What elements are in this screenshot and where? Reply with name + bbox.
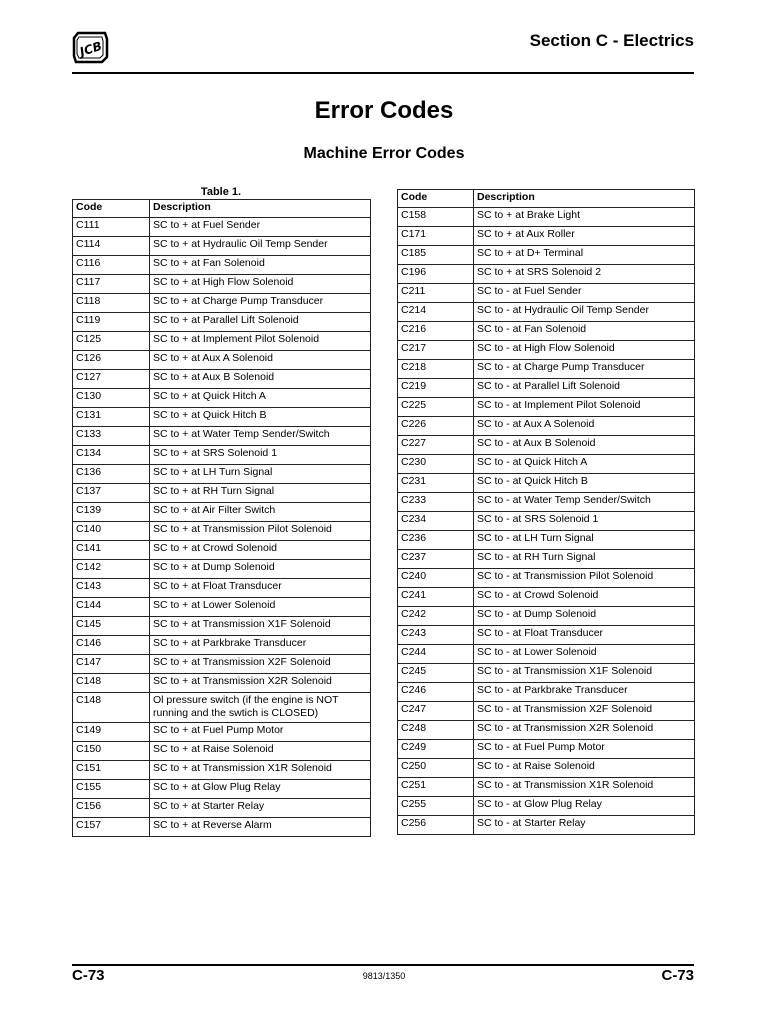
- error-description-cell: SC to + at Transmission Pilot Solenoid: [150, 522, 371, 541]
- error-description-cell: SC to + at Fuel Sender: [150, 218, 371, 237]
- table-row: [73, 275, 371, 294]
- error-description-cell: SC to - at Crowd Solenoid: [474, 588, 695, 607]
- table-row: [73, 560, 371, 579]
- error-description-cell: SC to + at Transmission X1R Solenoid: [150, 761, 371, 780]
- error-description-cell: SC to - at Charge Pump Transducer: [474, 360, 695, 379]
- error-description-cell: SC to + at Hydraulic Oil Temp Sender: [150, 237, 371, 256]
- error-code-cell: C249: [398, 740, 474, 759]
- table-row: [73, 503, 371, 522]
- error-description-cell: SC to + at Fuel Pump Motor: [150, 723, 371, 742]
- table-row: [73, 541, 371, 560]
- error-code-cell: C244: [398, 645, 474, 664]
- error-description-cell: SC to - at Parallel Lift Solenoid: [474, 379, 695, 398]
- error-code-cell: C156: [73, 799, 150, 818]
- error-code-cell: C131: [73, 408, 150, 427]
- error-description-cell: SC to + at Lower Solenoid: [150, 598, 371, 617]
- error-code-cell: C245: [398, 664, 474, 683]
- error-description-cell: SC to - at Quick Hitch B: [474, 474, 695, 493]
- error-code-cell: C231: [398, 474, 474, 493]
- error-description-cell: SC to + at RH Turn Signal: [150, 484, 371, 503]
- error-description-cell: SC to + at Parkbrake Transducer: [150, 636, 371, 655]
- error-code-cell: C242: [398, 607, 474, 626]
- error-code-cell: C148: [73, 674, 150, 693]
- error-code-cell: C217: [398, 341, 474, 360]
- error-description-cell: SC to - at Transmission X2F Solenoid: [474, 702, 695, 721]
- error-description-cell: SC to - at SRS Solenoid 1: [474, 512, 695, 531]
- error-code-cell: C248: [398, 721, 474, 740]
- error-description-cell: SC to + at Aux Roller: [474, 227, 695, 246]
- page-subtitle: Machine Error Codes: [303, 145, 465, 162]
- error-code-cell: C116: [73, 256, 150, 275]
- error-code-cell: C158: [398, 208, 474, 227]
- table-row: [398, 664, 695, 683]
- error-code-cell: C119: [73, 313, 150, 332]
- error-code-cell: C211: [398, 284, 474, 303]
- table-row: [398, 303, 695, 322]
- table-row: [73, 598, 371, 617]
- error-code-cell: C214: [398, 303, 474, 322]
- error-code-cell: C145: [73, 617, 150, 636]
- error-code-cell: C226: [398, 417, 474, 436]
- table-row: [73, 780, 371, 799]
- error-description-cell: SC to + at Brake Light: [474, 208, 695, 227]
- error-code-cell: C137: [73, 484, 150, 503]
- table-row: [73, 408, 371, 427]
- error-code-cell: C126: [73, 351, 150, 370]
- page-number-left: C-73: [72, 967, 105, 984]
- error-code-cell: C251: [398, 778, 474, 797]
- table-header-row: [398, 190, 695, 208]
- table-row: [398, 436, 695, 455]
- table-row: [73, 522, 371, 541]
- table-row: [73, 655, 371, 674]
- table-row: [398, 683, 695, 702]
- error-description-cell: SC to - at Transmission X2R Solenoid: [474, 721, 695, 740]
- error-description-cell: SC to - at Aux B Solenoid: [474, 436, 695, 455]
- error-description-cell: SC to - at Fuel Sender: [474, 284, 695, 303]
- table-row: [73, 446, 371, 465]
- table-row: [73, 294, 371, 313]
- table-row: [73, 218, 371, 237]
- error-code-cell: C233: [398, 493, 474, 512]
- error-code-cell: C218: [398, 360, 474, 379]
- error-description-cell: SC to - at Implement Pilot Solenoid: [474, 398, 695, 417]
- document-number: 9813/1350: [362, 971, 406, 981]
- table-row: [398, 531, 695, 550]
- error-description-cell: SC to - at High Flow Solenoid: [474, 341, 695, 360]
- table-row: [73, 427, 371, 446]
- error-description-cell: SC to + at Crowd Solenoid: [150, 541, 371, 560]
- table-row: [73, 617, 371, 636]
- error-code-cell: C143: [73, 579, 150, 598]
- error-code-cell: C150: [73, 742, 150, 761]
- error-description-cell: SC to + at Reverse Alarm: [150, 818, 371, 837]
- error-code-cell: C236: [398, 531, 474, 550]
- error-code-cell: C234: [398, 512, 474, 531]
- table-row: [398, 550, 695, 569]
- table-row: [398, 702, 695, 721]
- error-code-cell: C250: [398, 759, 474, 778]
- error-code-cell: C240: [398, 569, 474, 588]
- table-row: [73, 237, 371, 256]
- error-code-cell: C139: [73, 503, 150, 522]
- error-description-cell: SC to + at SRS Solenoid 2: [474, 265, 695, 284]
- error-code-cell: C140: [73, 522, 150, 541]
- table-row: [73, 674, 371, 693]
- section-title: Section C - Electrics: [529, 31, 694, 50]
- table-row: [398, 379, 695, 398]
- footer-divider: [72, 964, 694, 966]
- table-caption: Table 1.: [200, 186, 242, 198]
- error-description-cell: SC to + at Transmission X2F Solenoid: [150, 655, 371, 674]
- table-row: [398, 626, 695, 645]
- table-row: [398, 284, 695, 303]
- table-row: [398, 740, 695, 759]
- column-header-description: Description: [474, 190, 695, 208]
- jcb-logo-icon: [72, 30, 110, 64]
- error-code-cell: C151: [73, 761, 150, 780]
- error-description-cell: SC to + at Charge Pump Transducer: [150, 294, 371, 313]
- error-description-cell: SC to + at Glow Plug Relay: [150, 780, 371, 799]
- error-description-cell: SC to - at Water Temp Sender/Switch: [474, 493, 695, 512]
- error-code-cell: C241: [398, 588, 474, 607]
- column-header-code: Code: [73, 200, 150, 218]
- error-description-cell: SC to + at Float Transducer: [150, 579, 371, 598]
- page-title: Error Codes: [314, 97, 454, 124]
- error-description-cell: SC to + at Transmission X2R Solenoid: [150, 674, 371, 693]
- error-code-cell: C136: [73, 465, 150, 484]
- error-code-cell: C243: [398, 626, 474, 645]
- error-code-cell: C130: [73, 389, 150, 408]
- table-row: [73, 465, 371, 484]
- table-row: [73, 799, 371, 818]
- error-description-cell: Ol pressure switch (if the engine is NOT running and the swtich is CLOSED): [150, 693, 371, 723]
- error-code-cell: C246: [398, 683, 474, 702]
- error-code-cell: C157: [73, 818, 150, 837]
- error-code-cell: C125: [73, 332, 150, 351]
- error-code-cell: C255: [398, 797, 474, 816]
- table-row: [398, 208, 695, 227]
- error-code-cell: C185: [398, 246, 474, 265]
- error-description-cell: SC to + at Water Temp Sender/Switch: [150, 427, 371, 446]
- error-description-cell: SC to + at Raise Solenoid: [150, 742, 371, 761]
- error-description-cell: SC to - at Transmission X1R Solenoid: [474, 778, 695, 797]
- error-description-cell: SC to + at High Flow Solenoid: [150, 275, 371, 294]
- error-code-cell: C144: [73, 598, 150, 617]
- error-code-cell: C219: [398, 379, 474, 398]
- error-code-cell: C216: [398, 322, 474, 341]
- error-description-cell: SC to - at Aux A Solenoid: [474, 417, 695, 436]
- table-row: [398, 512, 695, 531]
- error-description-cell: SC to - at LH Turn Signal: [474, 531, 695, 550]
- error-description-cell: SC to + at Parallel Lift Solenoid: [150, 313, 371, 332]
- table-row: [398, 341, 695, 360]
- error-code-cell: C237: [398, 550, 474, 569]
- table-row: [73, 742, 371, 761]
- error-description-cell: SC to + at Aux B Solenoid: [150, 370, 371, 389]
- error-description-cell: SC to - at Hydraulic Oil Temp Sender: [474, 303, 695, 322]
- error-description-cell: SC to - at Raise Solenoid: [474, 759, 695, 778]
- table-row: [73, 723, 371, 742]
- error-code-cell: C155: [73, 780, 150, 799]
- table-header-row: [73, 200, 371, 218]
- table-row: [73, 761, 371, 780]
- table-row: [398, 398, 695, 417]
- error-description-cell: SC to - at Transmission X1F Solenoid: [474, 664, 695, 683]
- table-row: [73, 636, 371, 655]
- error-description-cell: SC to + at Dump Solenoid: [150, 560, 371, 579]
- column-header-description: Description: [150, 200, 371, 218]
- error-description-cell: SC to - at Fan Solenoid: [474, 322, 695, 341]
- error-description-cell: SC to - at Quick Hitch A: [474, 455, 695, 474]
- table-row: [398, 588, 695, 607]
- table-row: [398, 816, 695, 835]
- error-description-cell: SC to - at Float Transducer: [474, 626, 695, 645]
- error-code-cell: C227: [398, 436, 474, 455]
- error-description-cell: SC to - at Fuel Pump Motor: [474, 740, 695, 759]
- table-row: [73, 579, 371, 598]
- error-code-cell: C142: [73, 560, 150, 579]
- table-row: [73, 256, 371, 275]
- table-row: [73, 313, 371, 332]
- error-description-cell: SC to - at Dump Solenoid: [474, 607, 695, 626]
- error-description-cell: SC to + at Quick Hitch A: [150, 389, 371, 408]
- error-description-cell: SC to + at D+ Terminal: [474, 246, 695, 265]
- error-code-cell: C134: [73, 446, 150, 465]
- error-code-cell: C133: [73, 427, 150, 446]
- error-code-cell: C247: [398, 702, 474, 721]
- error-description-cell: SC to + at Transmission X1F Solenoid: [150, 617, 371, 636]
- table-row: [398, 797, 695, 816]
- error-code-cell: C146: [73, 636, 150, 655]
- table-row: [73, 818, 371, 837]
- error-description-cell: SC to + at Starter Relay: [150, 799, 371, 818]
- table-row: [398, 474, 695, 493]
- error-code-cell: C127: [73, 370, 150, 389]
- error-description-cell: SC to - at RH Turn Signal: [474, 550, 695, 569]
- error-code-cell: C171: [398, 227, 474, 246]
- error-code-cell: C230: [398, 455, 474, 474]
- table-row: [398, 417, 695, 436]
- error-description-cell: SC to - at Starter Relay: [474, 816, 695, 835]
- error-code-cell: C118: [73, 294, 150, 313]
- column-header-code: Code: [398, 190, 474, 208]
- error-code-cell: C111: [73, 218, 150, 237]
- error-description-cell: SC to + at LH Turn Signal: [150, 465, 371, 484]
- error-description-cell: SC to - at Glow Plug Relay: [474, 797, 695, 816]
- error-code-cell: C149: [73, 723, 150, 742]
- error-description-cell: SC to - at Transmission Pilot Solenoid: [474, 569, 695, 588]
- error-code-cell: C148: [73, 693, 150, 723]
- error-code-cell: C225: [398, 398, 474, 417]
- table-row: [398, 246, 695, 265]
- header-divider: [72, 72, 694, 74]
- error-code-table-left: [72, 199, 371, 837]
- table-row: [398, 778, 695, 797]
- table-row: [398, 322, 695, 341]
- table-row: [398, 455, 695, 474]
- error-description-cell: SC to + at Implement Pilot Solenoid: [150, 332, 371, 351]
- table-row: [398, 607, 695, 626]
- error-description-cell: SC to + at Air Filter Switch: [150, 503, 371, 522]
- table-row: [398, 569, 695, 588]
- table-row: [398, 721, 695, 740]
- error-description-cell: SC to + at Quick Hitch B: [150, 408, 371, 427]
- table-row: [73, 389, 371, 408]
- error-code-cell: C141: [73, 541, 150, 560]
- table-row: [73, 332, 371, 351]
- error-code-cell: C196: [398, 265, 474, 284]
- error-description-cell: SC to + at Aux A Solenoid: [150, 351, 371, 370]
- error-description-cell: SC to - at Lower Solenoid: [474, 645, 695, 664]
- error-code-cell: C147: [73, 655, 150, 674]
- table-row: [398, 360, 695, 379]
- error-description-cell: SC to + at SRS Solenoid 1: [150, 446, 371, 465]
- table-row: [73, 484, 371, 503]
- table-row: [398, 645, 695, 664]
- error-code-cell: C114: [73, 237, 150, 256]
- error-code-cell: C256: [398, 816, 474, 835]
- error-description-cell: SC to + at Fan Solenoid: [150, 256, 371, 275]
- error-code-cell: C117: [73, 275, 150, 294]
- table-row: [398, 227, 695, 246]
- table-row: [398, 493, 695, 512]
- table-row: [73, 351, 371, 370]
- error-description-cell: SC to - at Parkbrake Transducer: [474, 683, 695, 702]
- table-row: [73, 370, 371, 389]
- table-row: [398, 759, 695, 778]
- error-code-table-right: [397, 189, 695, 835]
- table-row: [73, 693, 371, 723]
- page-number-right: C-73: [661, 967, 694, 984]
- svg-text:JCB: JCB: [77, 38, 104, 60]
- table-row: [398, 265, 695, 284]
